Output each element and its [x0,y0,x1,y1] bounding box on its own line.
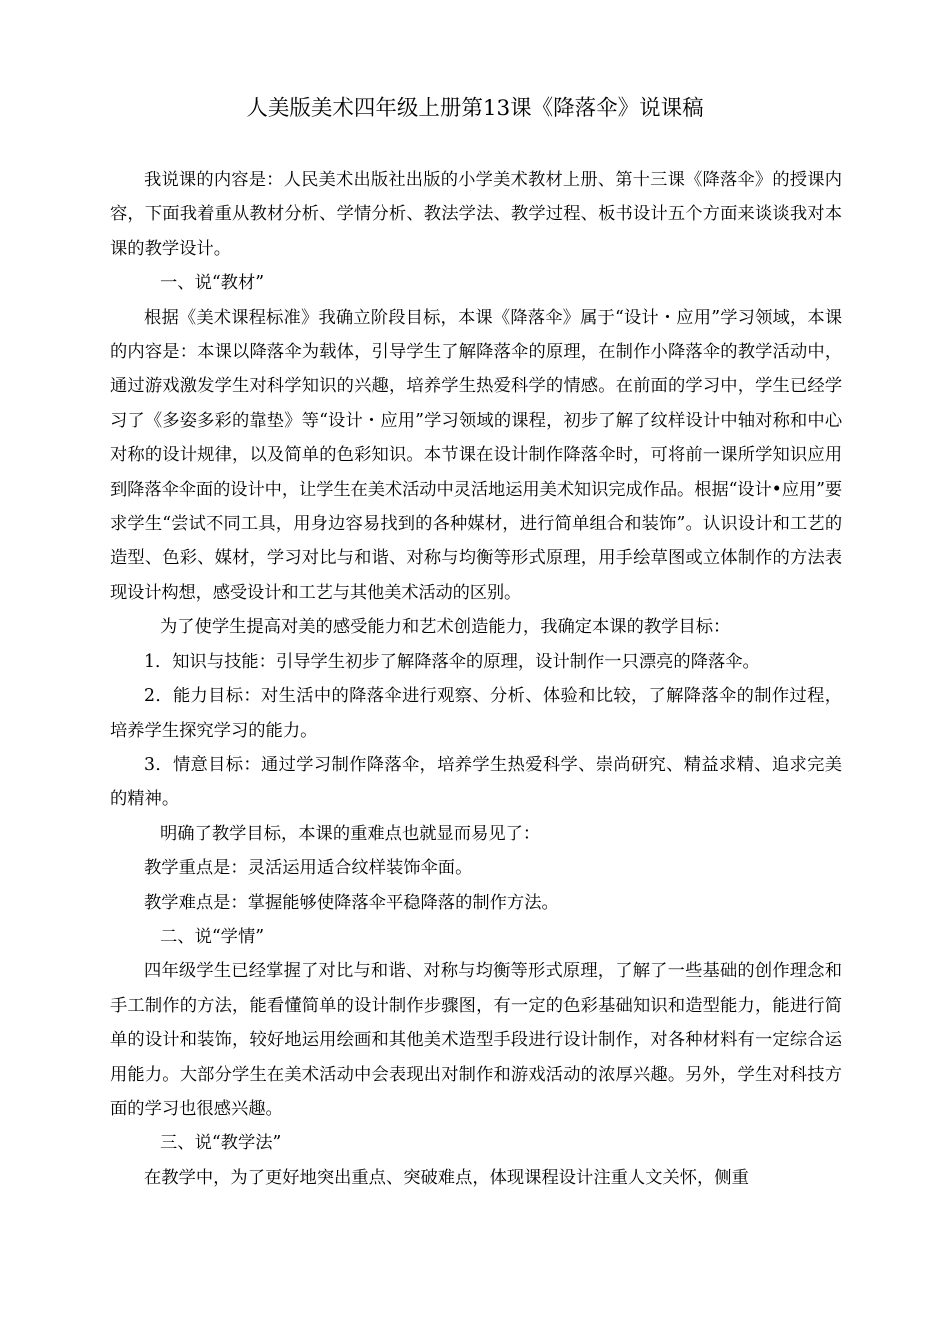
goal-emotion-paragraph: 3．情意目标：通过学习制作降落伞，培养学生热爱科学、崇尚研究、精益求精、追求完美的精神。 [110,754,842,810]
section-heading-methods: 三、说“教学法” [160,1133,282,1154]
goals-intro-line: 为了使学生提高对美的感受能力和艺术创造能力，我确定本课的教学目标： [160,617,731,638]
goal-ability-paragraph: 2．能力目标：对生活中的降落伞进行观察、分析、体验和比较，了解降落伞的制作过程，培养学生探究学习的能力。 [110,686,842,741]
difficult-point-line: 教学难点是：掌握能够使降落伞平稳降落的制作方法。 [144,892,559,913]
document-body [110,163,842,1195]
goal-knowledge-line: 1．知识与技能：引导学生初步了解降落伞的原理，设计制作一只漂亮的降落伞。 [144,651,760,672]
textbook-analysis-paragraph: 根据《美术课程标准》我确立阶段目标，本课《降落伞》属于“设计・应用”学习领域，本课的内容是：本课以降落伞为载体，引导学生了解降落伞的原理，在制作小降落伞的教学活动中，通过游戏激发学生对科学知识的兴趣，培养学生热爱科学的情感。在前面的学习中，学生已经学习了《多姿多彩的靠垫》等“设计・应用”学习领域的课程，初步了解了纹样设计中轴对称和中心对称的设计规律，以及简单的色彩知识。本节课在设计制作降落伞时，可将前一课所学知识应用到降落伞伞面的设计中，让学生在美术活动中灵活地运用美术知识完成作品。根据“设计•应用”要求学生“尝试不同工具，用身边容易找到的各种媒材，进行简单组合和装饰”。认识设计和工艺的造型、色彩、媒材，学习对比与和谐、对称与均衡等形式原理，用手绘草图或立体制作的方法表现设计构想，感受设计和工艺与其他美术活动的区别。 [110,307,842,603]
document-title: 人美版美术四年级上册第13课《降落伞》说课稿 [246,96,704,121]
intro-paragraph: 我说课的内容是：人民美术出版社出版的小学美术教材上册、第十三课《降落伞》的授课内容，下面我着重从教材分析、学情分析、教法学法、教学过程、板书设计五个方面来谈谈我对本课的教学设计。 [110,170,842,259]
key-point-line: 教学重点是：灵活运用适合纹样装饰伞面。 [144,858,473,879]
section-heading-textbook: 一、说“教材” [160,273,265,294]
key-points-intro-line: 明确了教学目标，本课的重难点也就显而易见了： [160,823,541,844]
section-heading-students: 二、说“学情” [160,926,265,947]
methods-paragraph: 在教学中，为了更好地突出重点、突破难点，体现课程设计注重人文关怀，侧重 [144,1167,749,1188]
student-analysis-paragraph: 四年级学生已经掌握了对比与和谐、对称与均衡等形式原理，了解了一些基础的创作理念和手工制作的方法，能看懂简单的设计制作步骤图，有一定的色彩基础知识和造型能力，能进行简单的设计和装饰，较好地运用绘画和其他美术造型手段进行设计制作，对各种材料有一定综合运用能力。大部分学生在美术活动中会表现出对制作和游戏活动的浓厚兴趣。另外，学生对科技方面的学习也很感兴趣。 [110,961,842,1119]
